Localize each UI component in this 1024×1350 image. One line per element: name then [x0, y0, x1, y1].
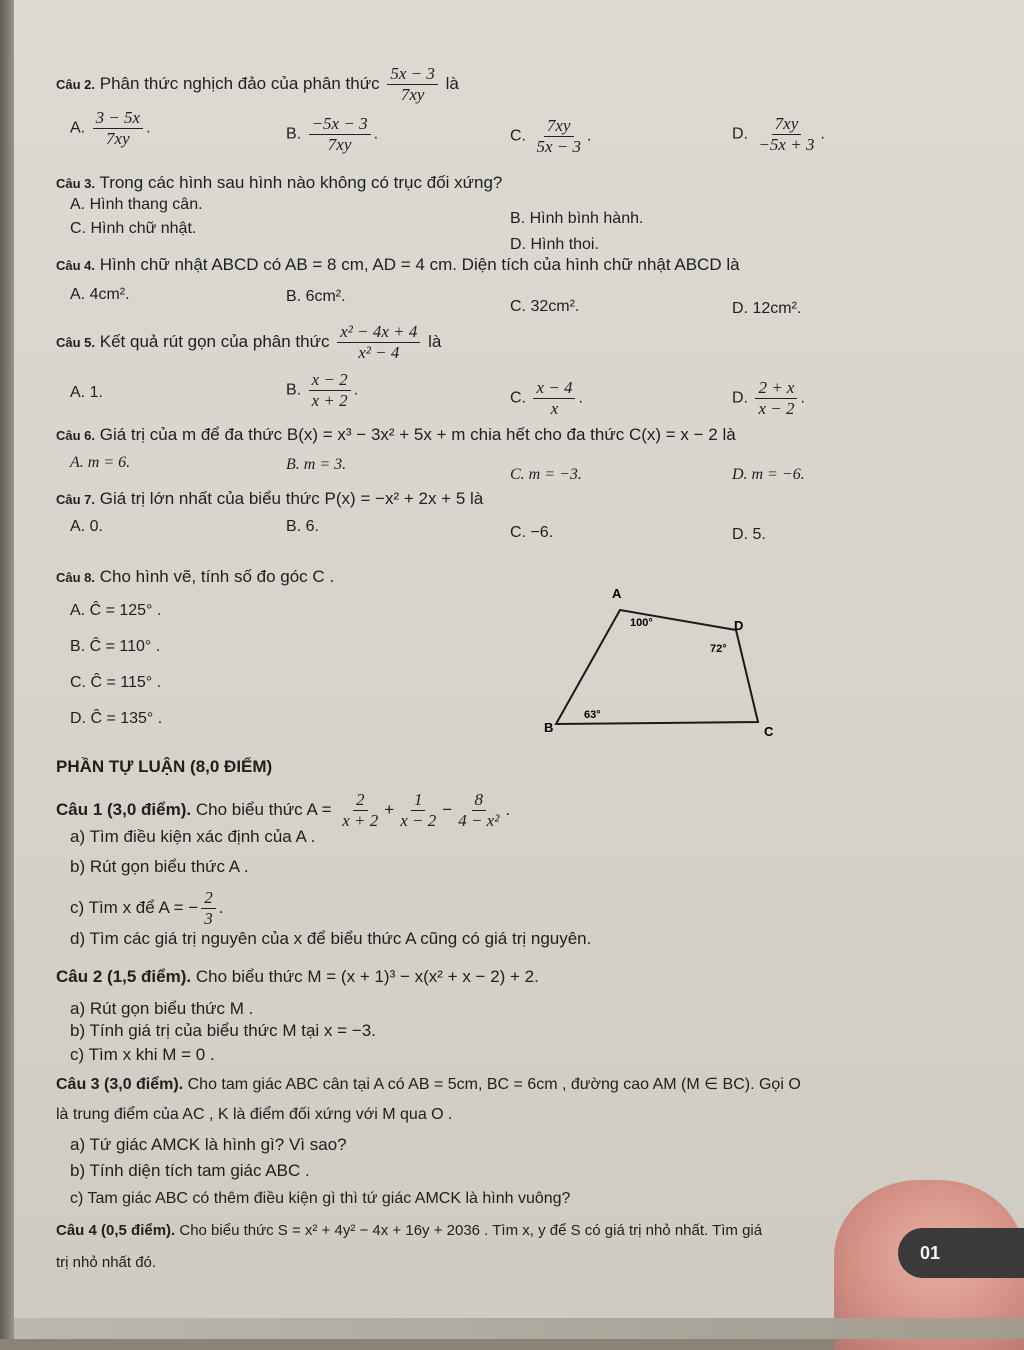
q6-option-d: D. m = −6. — [732, 466, 805, 483]
q3-stem: Câu 3. Trong các hình sau hình nào không có trục đối xứng? — [56, 173, 503, 192]
q7-option-c: C. −6. — [510, 524, 554, 541]
essay-c4-stem: Câu 4 (0,5 điểm). Cho biểu thức S = x² + 4y² − 4x + 16y + 2036 . Tìm x, y để S có giá trị nhỏ nhất. Tìm giá — [56, 1222, 763, 1239]
q7-option-b: B. 6. — [286, 518, 319, 535]
vertex-b-label: B — [544, 720, 554, 735]
q4-option-d: D. 12cm². — [732, 300, 802, 317]
q5-option-b: B. $\frac{x - 2}{x + 2}$ . — [286, 370, 359, 410]
q6-option-b: B. m = 3. — [286, 456, 347, 473]
q3-option-a: A. Hình thang cân. — [70, 196, 203, 213]
q7-option-d: D. 5. — [732, 526, 766, 543]
q6-option-c: C. m = −3. — [510, 466, 582, 483]
q8-option-d: D. Ĉ = 135° . — [70, 710, 163, 727]
angle-d-label: 72° — [710, 643, 727, 655]
q2-tail: là — [445, 73, 459, 93]
quadrilateral-figure — [544, 584, 790, 744]
q2-stem — [56, 64, 459, 105]
essay-c3-c: c) Tam giác ABC có thêm điều kiện gì thì tứ giác AMCK là hình vuông? — [70, 1190, 571, 1207]
q3-option-b: B. Hình bình hành. — [510, 210, 644, 227]
q6-option-a: A. m = 6. — [70, 454, 131, 471]
essay-c2-c: c) Tìm x khi M = 0 . — [70, 1045, 215, 1064]
q8-option-b: B. Ĉ = 110° . — [70, 638, 161, 655]
page-bottom-edge — [14, 1318, 1024, 1339]
vertex-d-label: D — [734, 618, 744, 633]
q8-option-c: C. Ĉ = 115° . — [70, 674, 162, 691]
essay-c4-stem-2: trị nhỏ nhất đó. — [56, 1254, 157, 1271]
q4-stem: Câu 4. Hình chữ nhật ABCD có AB = 8 cm, AD = 4 cm. Diện tích của hình chữ nhật ABCD là — [56, 255, 740, 274]
q2-option-d: D. $\frac{7xy}{-5x + 3}$ . — [732, 114, 825, 154]
essay-c1-a: a) Tìm điều kiện xác định của A . — [70, 827, 316, 846]
essay-c2-b: b) Tính giá trị của biểu thức M tại x = −3. — [70, 1021, 376, 1040]
q2-option-b: B. $\frac{-5x - 3}{7xy}$ . — [286, 114, 379, 154]
q2-label: Câu 2. — [56, 76, 96, 92]
q3-option-c: C. Hình chữ nhật. — [70, 220, 197, 237]
q6-stem: Câu 6. Giá trị của m để đa thức B(x) = x³ − 3x² + 5x + m chia hết cho đa thức C(x) = x − 2 là — [56, 425, 736, 444]
essay-c2-a: a) Rút gọn biểu thức M . — [70, 999, 254, 1018]
q8-option-a: A. Ĉ = 125° . — [70, 602, 162, 619]
q2-option-c: C. $\frac{7xy}{5x - 3}$ . — [510, 116, 592, 156]
vertex-a-label: A — [612, 586, 622, 601]
essay-c3-stem-2: là trung điểm của AC , K là điểm đối xứng với M qua O . — [56, 1106, 453, 1123]
essay-c1-stem: Câu 1 (3,0 điểm). Cho biểu thức A = $\frac{2}{x + 2}$ + $\frac{1}{x - 2}$ − $\frac{8}{\text{4 − x²}}$ . — [56, 790, 511, 830]
q3-option-d: D. Hình thoi. — [510, 236, 599, 253]
q2-fraction: $\frac{5x - 3}{7xy}$ — [387, 64, 438, 105]
essay-heading: PHẦN TỰ LUẬN (8,0 ĐIỂM) — [56, 757, 273, 776]
worksheet-page — [14, 0, 1024, 1339]
q7-option-a: A. 0. — [70, 518, 103, 535]
q2-option-a: A. $\frac{3 - 5x}{7xy}$ . — [70, 108, 151, 148]
q5-option-a: A. 1. — [70, 384, 103, 401]
essay-c3-stem: Câu 3 (3,0 điểm). Cho tam giác ABC cân tại A có AB = 5cm, BC = 6cm , đường cao AM (M ∈ BC). Gọi O — [56, 1076, 801, 1093]
q4-option-c: C. 32cm². — [510, 298, 580, 315]
q5-option-d: D. $\frac{2 + x}{x - 2}$ . — [732, 378, 805, 418]
essay-c1-d: d) Tìm các giá trị nguyên của x để biểu thức A cũng có giá trị nguyên. — [70, 929, 592, 948]
q2-text: Phân thức nghịch đảo của phân thức — [99, 73, 380, 93]
q5-fraction: $\frac{\text{x² − 4x + 4}}{\text{x² − 4}}$ — [337, 322, 420, 363]
quadrilateral-outline — [556, 610, 758, 724]
essay-c1-b: b) Rút gọn biểu thức A . — [70, 857, 249, 876]
q4-option-b: B. 6cm². — [286, 288, 346, 305]
angle-a-label: 100° — [630, 617, 653, 629]
q8-stem: Câu 8. Cho hình vẽ, tính số đo góc C . — [56, 567, 335, 586]
angle-b-label: 63° — [584, 709, 601, 721]
vertex-c-label: C — [764, 724, 774, 739]
essay-c3-b: b) Tính diện tích tam giác ABC . — [70, 1161, 310, 1180]
essay-c1-c: c) Tìm x để A = − $\frac{2}{3}$ . — [70, 888, 224, 928]
page-number-badge: 01 — [898, 1228, 1024, 1278]
q5-stem: Câu 5. Kết quả rút gọn của phân thức $\frac{\text{x² − 4x + 4}}{\text{x² − 4}}$ là — [56, 322, 442, 362]
q5-option-c: C. $\frac{x - 4}{x}$ . — [510, 378, 583, 418]
q4-option-a: A. 4cm². — [70, 286, 130, 303]
essay-c3-a: a) Tứ giác AMCK là hình gì? Vì sao? — [70, 1135, 347, 1154]
q7-stem: Câu 7. Giá trị lớn nhất của biểu thức P(x) = −x² + 2x + 5 là — [56, 489, 484, 508]
essay-c2-stem: Câu 2 (1,5 điểm). Cho biểu thức M = (x + 1)³ − x(x² + x − 2) + 2. — [56, 967, 539, 986]
book-spine-shadow — [0, 0, 14, 1339]
